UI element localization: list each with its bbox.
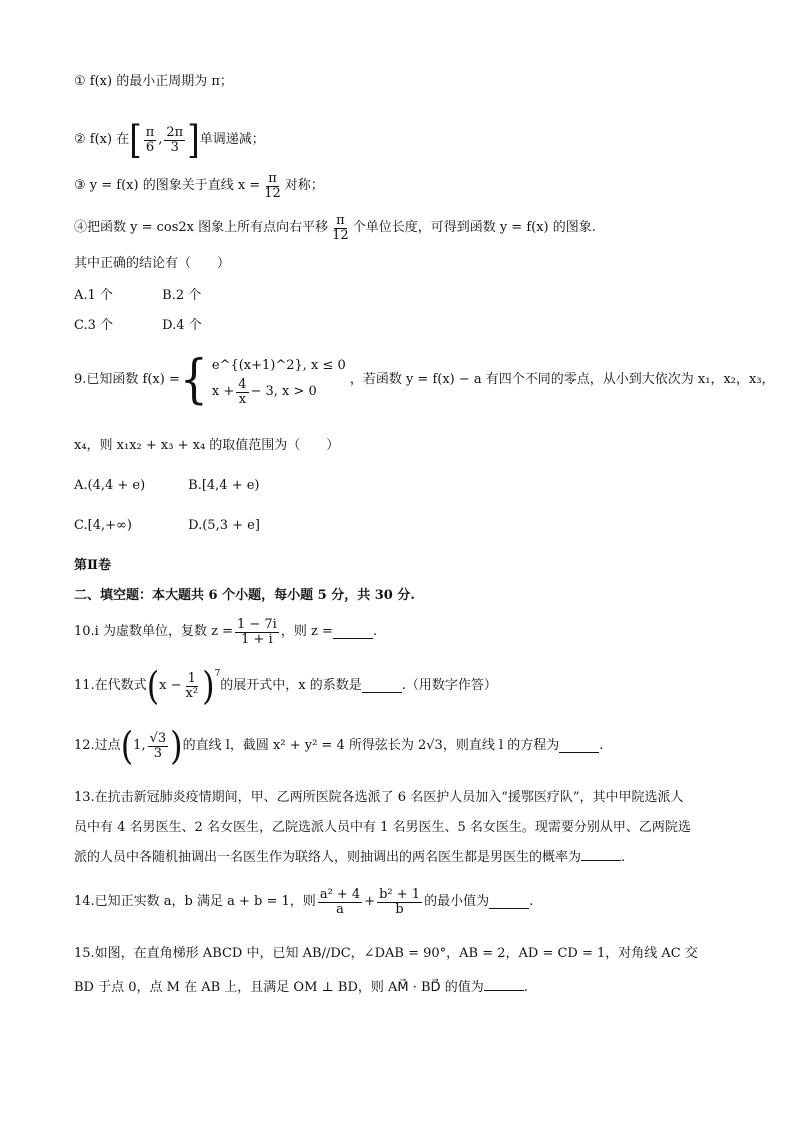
denominator: 3 <box>170 139 179 155</box>
fraction <box>148 732 169 761</box>
numerator: √3 <box>149 730 167 746</box>
denominator: x <box>238 391 247 407</box>
denominator: 6 <box>145 139 155 155</box>
statement-3-pre: ③ y = f(x) 的图象关于直线 x = <box>74 178 261 193</box>
fraction <box>377 888 422 917</box>
numerator: 1 <box>187 670 196 686</box>
left-bracket: [ <box>129 117 142 163</box>
q15-line-2 <box>74 978 754 998</box>
question-prompt <box>74 254 754 274</box>
q8-options-row-1 <box>74 286 754 306</box>
q10-post: ，则 z = <box>280 624 333 639</box>
denominator: 1 + i <box>241 631 273 647</box>
q10-pre: 10.i 为虚数单位，复数 z = <box>74 624 233 639</box>
piecewise <box>212 354 346 407</box>
denominator: x² <box>185 685 199 701</box>
q14-end: . <box>529 894 534 909</box>
fraction <box>164 126 185 155</box>
denominator: b <box>395 901 404 917</box>
option-d[interactable]: D.(5,3 + e] <box>188 518 260 533</box>
q13-line-3-text: 派的人员中各随机抽调出一名医生作为联络人，则抽调出的两名医生都是男医生的概率为 <box>74 850 582 865</box>
right-bracket: ] <box>187 117 200 163</box>
option-c[interactable]: C.3 个 <box>74 318 114 333</box>
denominator: a <box>336 901 344 917</box>
point-x: 1, <box>133 738 146 753</box>
q14-post: 的最小值为 <box>424 894 490 909</box>
exponent: 7 <box>214 669 221 679</box>
question-9 <box>74 348 775 410</box>
denominator: 12 <box>332 227 349 243</box>
fraction <box>262 172 283 201</box>
statement-3 <box>74 166 754 206</box>
q13-end: . <box>621 850 626 865</box>
statement-3-post: 对称； <box>284 178 324 193</box>
left-brace: { <box>179 348 208 410</box>
statement-4 <box>74 208 754 248</box>
answer-blank[interactable] <box>559 740 599 753</box>
q12-end: . <box>599 738 604 753</box>
q11-pre: 11.在代数式 <box>74 678 147 693</box>
q9-options-row-2 <box>74 516 754 536</box>
fraction <box>144 126 157 155</box>
numerator: π <box>336 212 345 228</box>
q9-line-2 <box>74 436 754 456</box>
statement-4-post: 个单位长度，可得到函数 y = f(x) 的图象. <box>352 220 596 235</box>
numerator: 1 − 7i <box>236 616 277 632</box>
denominator: 3 <box>153 745 162 761</box>
option-b[interactable]: B.[4,4 + e) <box>188 478 260 493</box>
option-c[interactable]: C.[4,+∞) <box>74 518 132 533</box>
left-paren: ( <box>120 723 134 769</box>
answer-blank[interactable] <box>489 896 529 909</box>
part-title-text: 第Ⅱ卷 <box>74 558 111 573</box>
q15-end: . <box>523 980 528 995</box>
question-10 <box>74 612 754 652</box>
numerator: a² + 4 <box>319 886 361 902</box>
denominator: 12 <box>264 185 281 201</box>
fraction <box>330 214 351 243</box>
statement-2: ② f(x) 在 [ $\frac{\pi}{6}$ , $\frac{2\pi}{3}$ ] 单调递减； <box>74 117 265 163</box>
numerator: 4 <box>238 376 247 392</box>
answer-blank[interactable] <box>484 978 524 991</box>
question-11 <box>74 664 754 708</box>
numerator: b² + 1 <box>379 886 421 902</box>
option-a[interactable]: A.(4,4 + e) <box>74 478 146 493</box>
q8-options-row-2 <box>74 316 754 336</box>
q11-end: .（用数字作答） <box>401 678 497 693</box>
q15-line-1-text: 15.如图，在直角梯形 ABCD 中，已知 AB//DC，∠DAB = 90°，AB = 2，AD = CD = 1，对角线 AC 交 <box>74 946 698 961</box>
answer-blank[interactable] <box>333 626 373 639</box>
answer-blank[interactable] <box>581 848 621 861</box>
statement-2-pre: ② f(x) 在 <box>74 132 130 147</box>
q13-line-2-text: 员中有 4 名男医生、2 名女医生，乙院选派人员中有 1 名男医生、5 名女医生。现需要分别从甲、乙两院选 <box>74 820 691 835</box>
left-paren: ( <box>146 663 160 709</box>
right-paren: ) <box>170 723 183 769</box>
statement-1 <box>74 72 754 92</box>
part-title <box>74 556 754 576</box>
q9-line-2-text: x₄，则 x₁x₂ + x₃ + x₄ 的取值范围为（ ） <box>74 438 340 453</box>
q9-post: ，若函数 y = f(x) − a 有四个不同的零点，从小到大依次为 x₁，x₂，x₃， <box>349 372 775 387</box>
question-12 <box>74 724 754 768</box>
question-14 <box>74 880 754 924</box>
q13-line-1-text: 13.在抗击新冠肺炎疫情期间，甲、乙两所医院各选派了 6 名医护人员加入“援鄂医疗队”，其中甲院选派人 <box>74 790 684 805</box>
numerator: π <box>268 170 277 186</box>
numerator: π <box>145 124 155 140</box>
q14-pre: 14.已知正实数 a，b 满足 a + b = 1，则 <box>74 894 316 909</box>
statement-1-text: ① f(x) 的最小正周期为 π； <box>74 74 233 89</box>
statement-2-post: 单调递减； <box>199 132 265 147</box>
q10-end: . <box>372 624 377 639</box>
fraction <box>184 672 201 701</box>
piece-2-b: − 3, x > 0 <box>250 384 317 399</box>
q13-line-2 <box>74 818 754 838</box>
prompt-text: 其中正确的结论有（ ） <box>74 256 231 271</box>
numerator: 2π <box>166 124 184 140</box>
fraction <box>318 888 362 917</box>
option-b[interactable]: B.2 个 <box>162 288 202 303</box>
option-a[interactable]: A.1 个 <box>74 288 113 303</box>
plus-sign: + <box>364 894 376 909</box>
q15-line-1 <box>74 944 754 964</box>
section-heading <box>74 586 754 606</box>
piece-1: e^{(x+1)^2}, x ≤ 0 <box>211 357 346 373</box>
q13-line-1 <box>74 788 754 808</box>
piece-2 <box>212 378 346 407</box>
fraction <box>236 378 248 407</box>
piece-2-a: x + <box>211 384 235 399</box>
option-d[interactable]: D.4 个 <box>162 318 202 333</box>
q11-inner: x − <box>159 678 182 693</box>
q15-line-2-text: BD 于点 0，点 M 在 AB 上，且满足 OM ⊥ BD，则 AM⃗ · BD⃗ 的值为 <box>74 980 484 995</box>
q11-post: 的展开式中，x 的系数是 <box>220 678 362 693</box>
statement-4-pre: ④把函数 y = cos2x 图象上所有点向右平移 <box>74 220 329 235</box>
section-heading-text: 二、填空题：本大题共 6 个小题，每小题 5 分，共 30 分. <box>74 588 415 603</box>
answer-blank[interactable] <box>362 680 402 693</box>
q13-line-3 <box>74 848 754 868</box>
right-paren: ) <box>202 663 215 709</box>
q9-options-row-1 <box>74 476 754 496</box>
fraction <box>235 618 279 647</box>
q9-pre: 9.已知函数 f(x) = <box>74 372 180 387</box>
q12-post: 的直线 l，截圆 x² + y² = 4 所得弦长为 2√3，则直线 l 的方程为 <box>182 738 560 753</box>
q12-pre: 12.过点 <box>74 738 121 753</box>
